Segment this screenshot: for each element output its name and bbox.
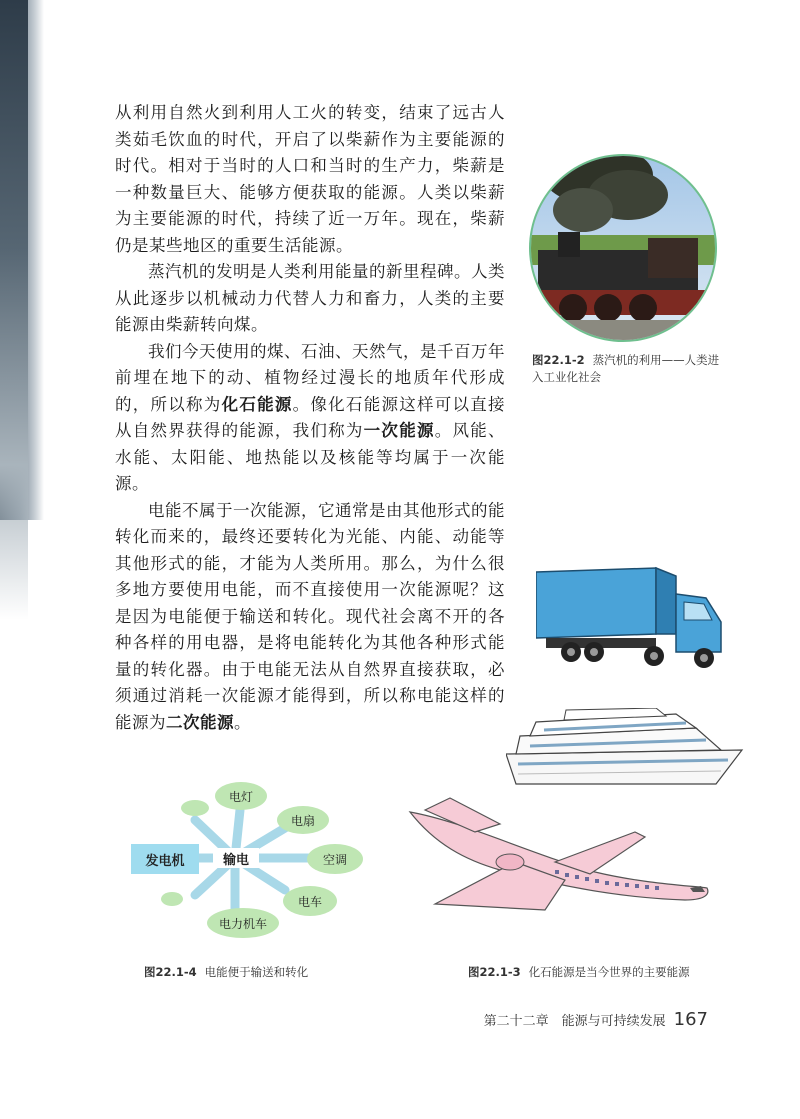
- page-number: 167: [673, 1009, 708, 1030]
- caption-train-text: 蒸汽机的利用——人类进入工业化社会: [532, 353, 720, 384]
- truck-image: [536, 564, 726, 674]
- target-tram: [283, 886, 337, 916]
- steam-train-image: [528, 140, 718, 345]
- target-ac: [307, 844, 363, 874]
- p3-text-c: 。风能、水能、太阳能、地热能以及核能等均属于一次能源。: [115, 421, 506, 493]
- decor-bubble-2: [161, 892, 183, 906]
- paragraph-4: [115, 498, 505, 737]
- caption-diagram-text: 电能便于输送和转化: [204, 965, 309, 979]
- main-text: [115, 100, 505, 736]
- energy-diagram: [125, 780, 375, 940]
- caption-transport: [468, 964, 690, 981]
- transmission-label: 输电: [222, 852, 249, 868]
- generator-label: 发电机: [145, 853, 185, 869]
- paragraph-1: 从利用自然火到利用人工火的转变，结束了远古人类茹毛饮血的时代，开启了以柴薪作为主要能源的时代。相对于当时的人口和当时的生产力，柴薪是一种数量巨大、能够方便获取的能源。人类以柴薪为主要能源的时代，持续了近一万年。现在，柴薪仍是某些地区的重要生活能源。: [115, 103, 505, 255]
- page-edge-shadow: [0, 0, 28, 620]
- generator-box: [131, 844, 199, 874]
- p4-text-b: 。: [234, 712, 251, 732]
- p3-text-a: 我们今天使用的煤、石油、天然气，是千百万年前埋在地下的动、植物经过漫长的地质年代形成的，所以称为: [115, 341, 505, 414]
- term-fossil-energy: 化石能源: [221, 394, 293, 414]
- decor-bubble-1: [181, 800, 209, 816]
- p4-text-a: 电能不属于一次能源，它通常是由其他形式的能转化而来的，最终还要转化为光能、内能、动能等其他形式的能，才能为人类所用。那么，为什么很多地方要使用电能，而不直接使用一次能源呢？这是因为电能便于输送和转化。现代社会离不开的各种各样的用电器，是将电能转化为其他各种形式能量的转化器。由于电能无法从自然界直接获取，必须通过消耗一次能源才能得到，所以称电能这样的能源为: [115, 500, 505, 732]
- caption-diagram-number: 图22.1-4: [144, 965, 197, 979]
- paragraph-2: 蒸汽机的发明是人类利用能量的新里程碑。人类从此逐步以机械动力代替人力和畜力，人类的主要能源由柴薪转向煤。: [115, 262, 505, 334]
- caption-transport-text: 化石能源是当今世界的主要能源: [528, 965, 690, 979]
- transmission-hub: [213, 848, 259, 868]
- target-ac-label: 空调: [322, 852, 347, 867]
- term-primary-energy: 一次能源: [363, 421, 435, 440]
- target-fan: [277, 806, 329, 834]
- target-locomotive-label: 电力机车: [218, 916, 267, 931]
- target-tram-label: 电车: [297, 894, 322, 909]
- target-lamp: [215, 782, 267, 810]
- term-secondary-energy: 二次能源: [166, 712, 234, 732]
- chapter-title: 第二十二章 能源与可持续发展: [483, 1014, 666, 1029]
- target-lamp-label: 电灯: [228, 789, 253, 804]
- target-locomotive: [207, 908, 279, 938]
- airplane-image: [405, 792, 715, 922]
- paragraph-3: [115, 339, 505, 498]
- target-fan-label: 电扇: [290, 813, 315, 828]
- caption-train: [532, 352, 722, 386]
- caption-diagram: [144, 964, 308, 981]
- caption-transport-number: 图22.1-3: [468, 965, 521, 979]
- caption-train-number: 图22.1-2: [532, 353, 585, 367]
- p3-text-b: 。像化石能源这样可以直接从自然界获得的能源，我们称为: [115, 394, 506, 440]
- page-footer: [484, 1009, 708, 1030]
- ship-image: [506, 708, 748, 790]
